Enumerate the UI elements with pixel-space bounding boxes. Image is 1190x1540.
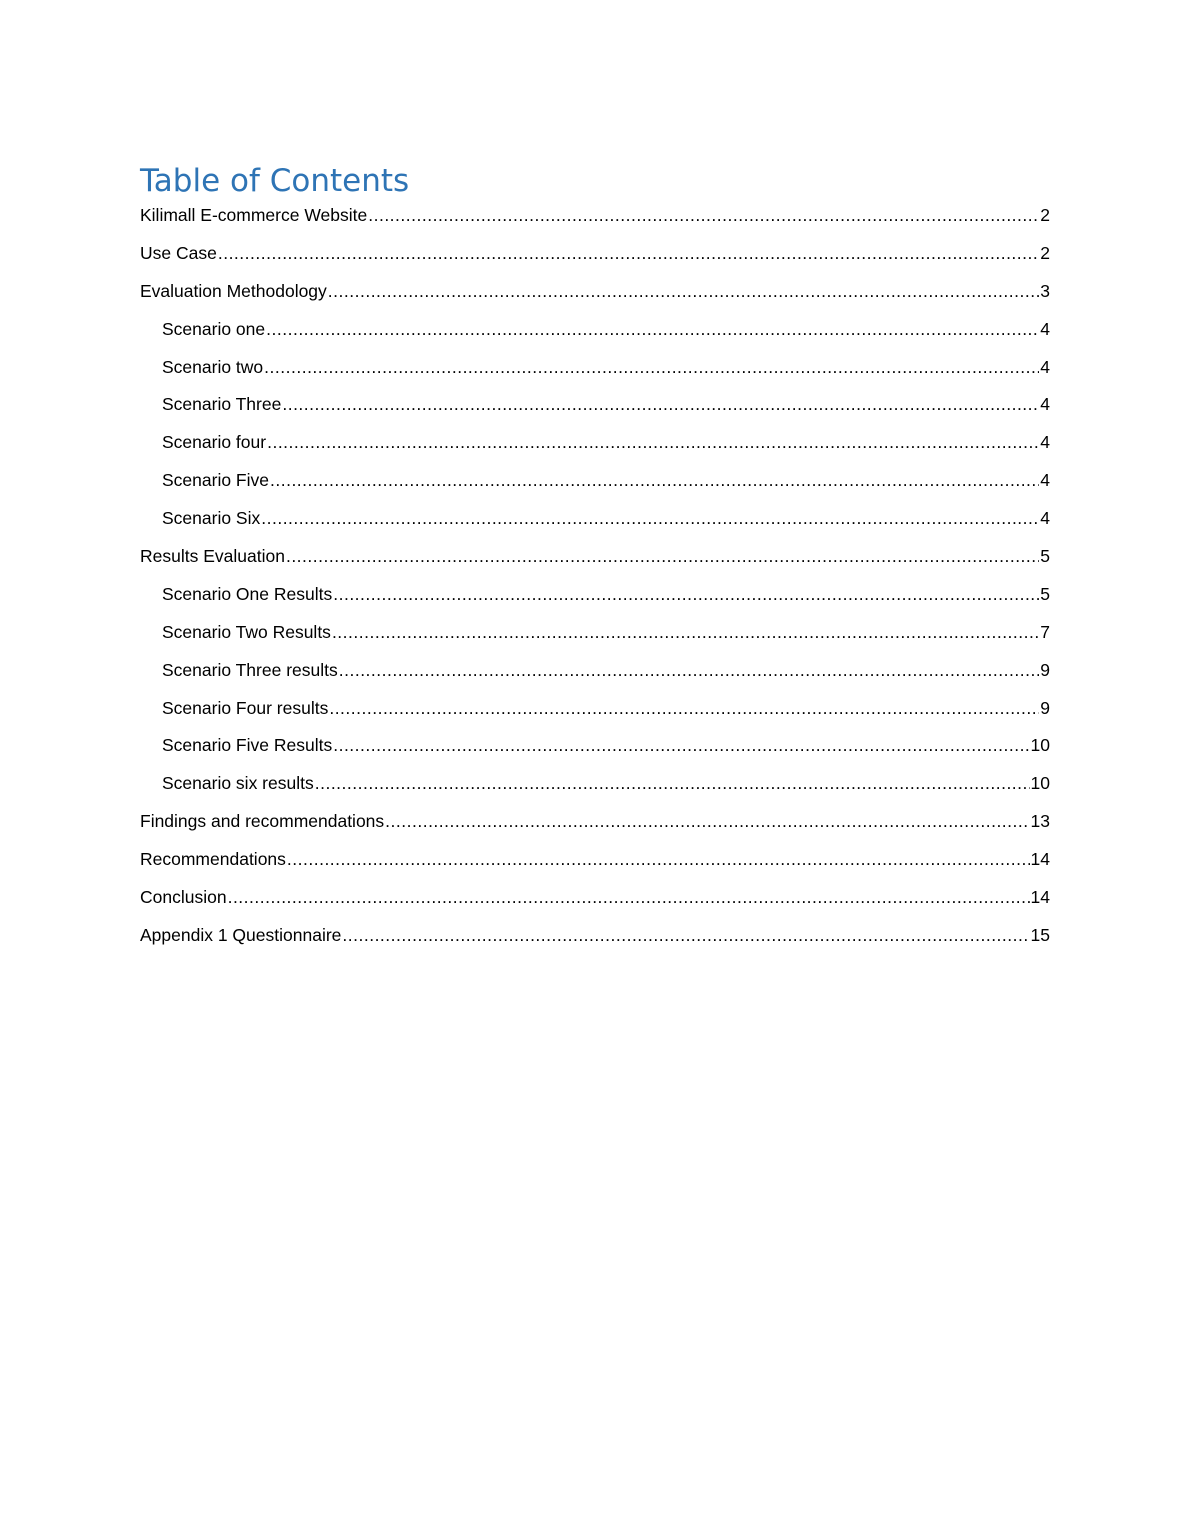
toc-entry[interactable] [140,500,1050,538]
toc-entry-label: Scenario six results [162,773,314,794]
toc-list [140,197,1050,955]
toc-entry-page-number: 9 [1040,659,1050,680]
toc-dot-leader [261,500,1039,538]
toc-entry-page-number: 14 [1030,887,1050,908]
toc-entry-label: Evaluation Methodology [140,280,327,301]
toc-entry-page-number: 2 [1040,242,1050,263]
toc-entry[interactable] [140,690,1050,728]
toc-entry-page-number: 13 [1030,811,1050,832]
toc-entry-page-number: 4 [1040,356,1050,377]
toc-entry[interactable] [140,349,1050,387]
toc-entry-page-number: 4 [1040,318,1050,339]
toc-entry[interactable] [140,879,1050,917]
toc-entry-page-number: 5 [1040,546,1050,567]
toc-entry-page-number: 14 [1030,849,1050,870]
toc-entry[interactable] [140,273,1050,311]
toc-dot-leader [342,917,1029,955]
toc-entry-label: Findings and recommendations [140,811,385,832]
toc-entry-label: Scenario Five Results [162,735,333,756]
toc-entry[interactable] [140,765,1050,803]
toc-entry-label: Scenario Six [162,508,261,529]
toc-entry-label: Scenario Three [162,394,282,415]
toc-entry[interactable] [140,917,1050,955]
toc-entry[interactable] [140,462,1050,500]
toc-entry[interactable] [140,614,1050,652]
toc-entry[interactable] [140,576,1050,614]
toc-entry[interactable] [140,311,1050,349]
toc-entry-label: Scenario Three results [162,659,338,680]
toc-entry[interactable] [140,197,1050,235]
toc-entry-label: Scenario Five [162,470,269,491]
toc-dot-leader [333,576,1039,614]
toc-entry-page-number: 2 [1040,205,1050,225]
toc-entry[interactable] [140,727,1050,765]
toc-entry-page-number: 3 [1040,280,1050,301]
toc-entry-label: Scenario one [162,318,266,339]
toc-entry-label: Recommendations [140,849,286,870]
toc-dot-leader [287,841,1030,879]
toc-entry-page-number: 4 [1040,394,1050,415]
toc-dot-leader [264,349,1039,387]
toc-dot-leader [266,311,1039,349]
toc-entry[interactable] [140,235,1050,273]
toc-dot-leader [329,690,1039,728]
toc-entry[interactable] [140,803,1050,841]
toc-dot-leader [267,424,1039,462]
toc-dot-leader [218,235,1039,273]
toc-title: Table of Contents [140,163,410,199]
toc-entry-label: Scenario Four results [162,697,329,718]
toc-dot-leader [339,652,1040,690]
toc-entry[interactable] [140,424,1050,462]
toc-dot-leader [228,879,1030,917]
toc-entry-page-number: 10 [1030,735,1050,756]
toc-dot-leader [282,386,1039,424]
toc-entry-label: Results Evaluation [140,546,285,567]
toc-entry[interactable] [140,538,1050,576]
toc-entry-label: Use Case [140,242,217,263]
toc-entry-label: Scenario Two Results [162,621,331,642]
toc-entry-page-number: 15 [1030,924,1050,945]
toc-entry-label: Conclusion [140,887,227,908]
toc-entry-label: Scenario One Results [162,583,333,604]
toc-dot-leader [315,765,1030,803]
toc-entry[interactable] [140,386,1050,424]
toc-entry-page-number: 9 [1040,697,1050,718]
toc-entry-page-number: 4 [1040,432,1050,453]
toc-dot-leader [286,538,1039,576]
toc-entry-page-number: 4 [1040,470,1050,491]
toc-entry-page-number: 7 [1040,621,1050,642]
toc-entry-page-number: 10 [1030,773,1050,794]
toc-dot-leader [385,803,1029,841]
toc-entry[interactable] [140,652,1050,690]
toc-entry-label: Scenario four [162,432,267,453]
toc-dot-leader [332,614,1039,652]
toc-dot-leader [333,727,1029,765]
toc-entry-label: Appendix 1 Questionnaire [140,924,342,945]
toc-entry-label: Scenario two [162,356,264,377]
toc-entry-label: Kilimall E-commerce Website [140,205,368,225]
toc-dot-leader [270,462,1039,500]
toc-dot-leader [328,273,1039,311]
toc-dot-leader [368,197,1039,235]
toc-entry-page-number: 4 [1040,508,1050,529]
toc-entry-page-number: 5 [1040,583,1050,604]
toc-entry[interactable] [140,841,1050,879]
